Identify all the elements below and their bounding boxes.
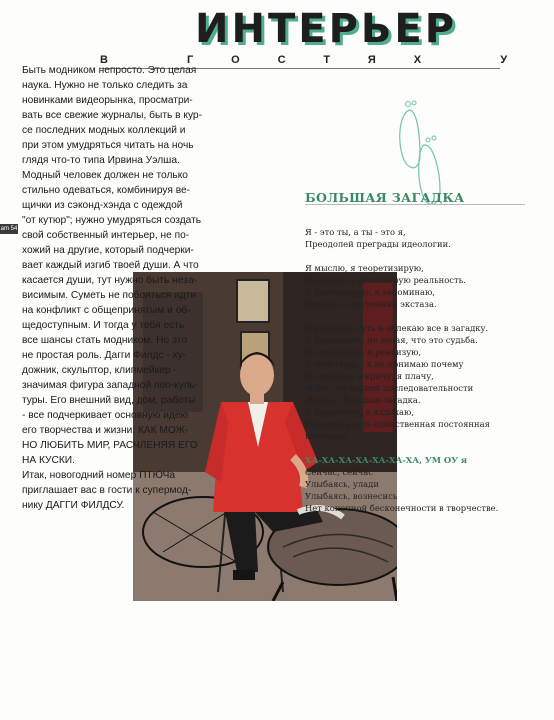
poem-line: Я кровоточу, я вздыхаю, [305, 407, 415, 417]
article-line: значимая фигура западной поп-куль- [22, 380, 199, 391]
article-line: "от кутюр"; нужно умудряться создать [22, 215, 202, 226]
article-line: его творчества и жизни: КАК МОЖ- [22, 423, 198, 438]
article-line: щедоступным. И тогда у тебя есть [22, 318, 198, 333]
article-line: щички из сэконд-хэнда с одеждой [22, 200, 183, 211]
article-line: глядя что-то типа Ирвина Уэлша. [22, 155, 180, 166]
article-line: не простая роль. Дагги Филдс - ху- [22, 348, 198, 363]
poem-line: Я фантазирую, я запоминаю, [305, 287, 435, 297]
article-line: хожий на другие, который подчерки- [22, 245, 194, 256]
article-line: наука. Нужно не только следить за [22, 80, 188, 91]
article-line: новинками видеорынка, просматри- [22, 95, 193, 106]
article-line: вает каждый изгиб твоей души. А что [22, 260, 199, 271]
poem-refrain: ХА-ХА-ХА-ХА-ХА-ХА-ХА, УМ ОУ я [305, 455, 468, 465]
poem-line: И нет случайной последовательности [305, 383, 474, 393]
article-line: вать все свежие журналы, быть в кур- [22, 110, 202, 121]
article-line: на конфликт с общепринятым и об- [22, 303, 198, 318]
poem-line: величина. [305, 431, 350, 441]
article-line: се последних модных коллекций и [22, 125, 186, 136]
article-body [22, 63, 202, 513]
article-line: касается души, тут нужно быть неза- [22, 275, 197, 286]
section-subtitle: В ГОСТЯХ У [100, 54, 546, 66]
article-line: приглашает вас в гости к супермод- [22, 483, 198, 498]
article-line: - все подчеркивает основную идею [22, 408, 198, 423]
poem-line: Жизнь - большая загадка. [305, 395, 421, 405]
article-line: стильно одеваться, комбинируя ве- [22, 185, 191, 196]
poem-line: Улыбаясь, вознесись [305, 491, 398, 501]
article-paragraph-1 [22, 63, 202, 468]
poem-line: Перемена есть единственная постоянная [305, 419, 490, 429]
poem-stanza [305, 262, 540, 310]
poem-line: Я удивляюсь, не ведая, что это судьба. [305, 335, 478, 345]
poem-line: Улыбаясь, улади [305, 479, 379, 489]
article-line: туры. Его внешний вид, дом, работы [22, 393, 198, 408]
poem-stanza [305, 322, 540, 442]
article-line: Модный человек должен не только [22, 170, 188, 181]
poem-line: Сейчас, сейчас [305, 467, 373, 477]
article-line: свой собственный интерьер, не по- [22, 230, 190, 241]
article-line: НО ЛЮБИТЬ МИР, РАСЧЛЕНЯЯ ЕГО [22, 440, 198, 451]
article-line: дожник, скульптор, клипмейкер - [22, 363, 198, 378]
poem-line: Преодолей преграды идеологии. [305, 239, 451, 249]
article-line: висимым. Суметь не побояться идти [22, 290, 197, 301]
page-number-marker: am 54 [0, 226, 18, 232]
poem-line: Я чувствую... я не понимаю почему [305, 359, 464, 369]
poem-line: Я мыслю, я теоретизирую, [305, 263, 424, 273]
article-line: Итак, новогодний номер ПТЮЧа [22, 468, 198, 483]
poem-title-rule [305, 204, 525, 205]
poem-title: БОЛЬШАЯ ЗАГАДКА [305, 190, 465, 205]
poem-line: Я думаю, я анализирую реальность. [305, 275, 466, 285]
article-line: все шансы стать модником. Но это [22, 333, 198, 348]
poem-line: Я выделяю суть и облекаю все в загадку. [305, 323, 489, 333]
article-paragraph-2 [22, 468, 198, 513]
article-line: НА КУСКИ. [22, 453, 198, 468]
poem-line: Нет конечной бесконечности в творчестве. [305, 503, 499, 513]
poem-stanza [305, 226, 540, 250]
poem-line: Я организую, я реализую, [305, 347, 422, 357]
article-line: при этом умудряться читать на ночь [22, 140, 194, 151]
poem-line: Мечтаю о состоянии экстаза. [305, 299, 437, 309]
poem-line: Я - это ты, а ты - это я, [305, 227, 406, 237]
article-line: нику ДАГГИ ФИЛДСУ. [22, 498, 198, 513]
poem-body [305, 226, 540, 514]
page-title: ИНТЕРЬЕР [195, 6, 458, 52]
article-line: Быть модником непросто. Это целая [22, 65, 197, 76]
poem-line: Я осознаю, я кричу, я плачу, [305, 371, 434, 381]
